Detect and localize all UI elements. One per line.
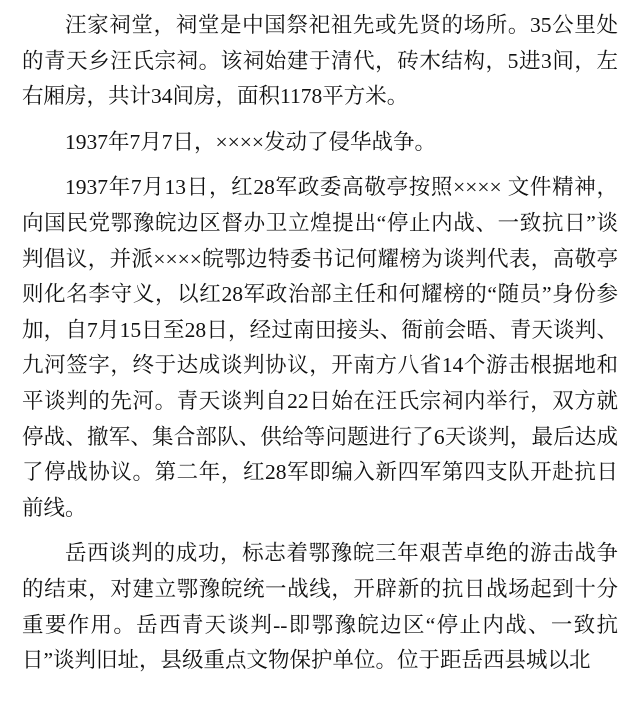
paragraph-2: 1937年7月7日，××××发动了侵华战争。 [65,129,437,154]
paragraph-3: 1937年7月13日，红28军政委高敬亭按照×××× 文件精神，向国民党鄂豫皖边区督办卫立煌提出“停止内战、一致抗日”谈判倡议，并派××××皖鄂边特委书记何耀榜为谈判代表，高敬亭则化名李守义，以红28军政治部主任和何耀榜的“随员”身份参加，自7月15日至28日，经过南田接头、衙前会晤、青天谈判、九河签字，终于达成谈判协议，开南方八省14个游击根据地和平谈判的先河。青天谈判自22日始在汪氏宗祠内举行，双方就停战、撤军、集合部队、供给等问题进行了6天谈判，最后达成了停战协议。第二年，红28军即编入新四军第四支队开赴抗日前线。 [22,175,618,520]
paragraph-4: 岳西谈判的成功，标志着鄂豫皖三年艰苦卓绝的游击战争的结束，对建立鄂豫皖统一战线，开辟新的抗日战场起到十分重要作用。岳西青天谈判--即鄂豫皖边区“停止内战、一致抗日”谈判旧址，县级重点文物保护单位。位于距岳西县城以北 [22,541,618,673]
paragraph-1: 汪家祠堂，祠堂是中国祭祀祖先或先贤的场所。35公里处的青天乡汪氏宗祠。该祠始建于清代，砖木结构，5进3间，左右厢房，共计34间房，面积1178平方米。 [22,13,618,109]
